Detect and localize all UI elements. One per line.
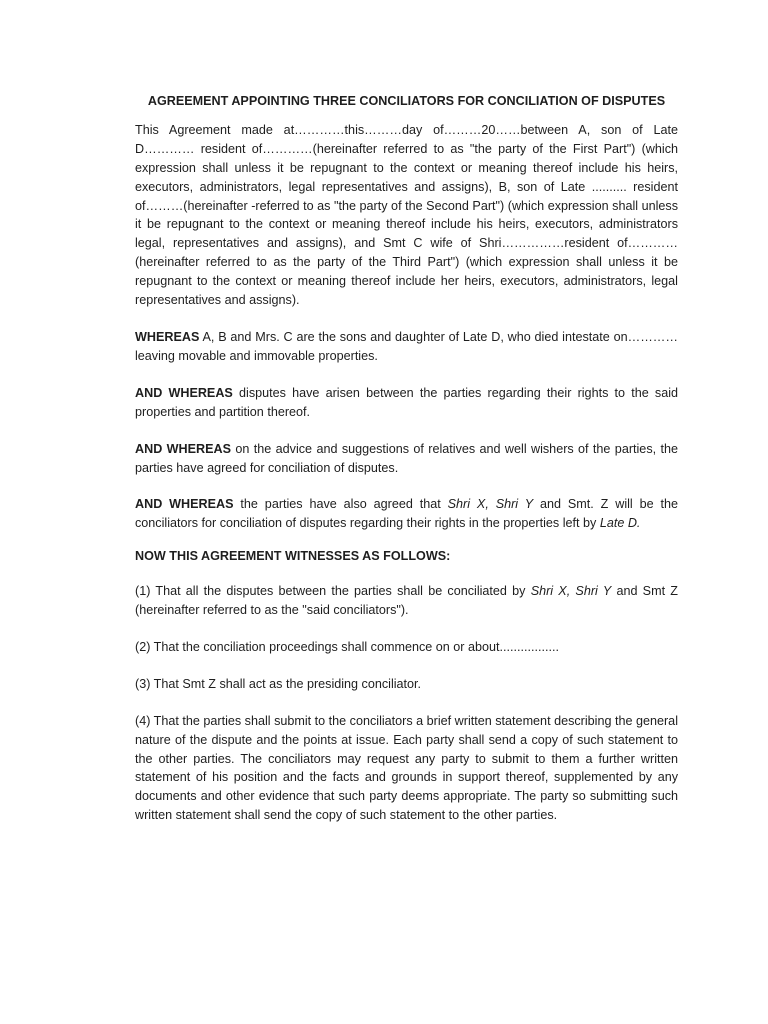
- clause-text: and Smt Z (hereinafter referred to as the "said conciliators").: [135, 584, 678, 618]
- witness-heading: NOW THIS AGREEMENT WITNESSES AS FOLLOWS:: [135, 549, 451, 564]
- whereas-text: A, B and Mrs. C are the sons and daughter of Late D, who died intestate on…………leaving movable and immovable properties.: [135, 329, 678, 363]
- whereas-lead: WHEREAS: [135, 329, 200, 344]
- document-body: [135, 92, 678, 843]
- intro-paragraph: This Agreement made at…………this………day of………20……between A, son of Late D………… resident of…………(hereinafter referred to as "the party of the First Part") (which expression shall unless it be repugnant to the context or meaning thereof include his heirs, executors, administrators, legal representatives and assigns), B, son of Late .......... resident of………(hereinafter -referred to as "the party of the Second Part") (which expression shall unless it be repugnant to the context or meaning thereof include his heirs, executors, administrators legal, representatives and assigns), and Smt C wife of Shri……………resident of…………(hereinafter referred to as the party of the Third Part") (which expression shall unless it be repugnant to the context or meaning thereof include her heirs, executors, administrators, legal representatives and assigns).: [135, 122, 678, 308]
- whereas-lead: AND WHEREAS: [135, 497, 234, 512]
- whereas-lead: AND WHEREAS: [135, 441, 232, 456]
- document-title: AGREEMENT APPOINTING THREE CONCILIATORS FOR CONCILIATION OF DISPUTES: [147, 94, 666, 108]
- whereas-text: the parties have also agreed that: [233, 497, 448, 512]
- conciliator-names: Shri X, Shri Y: [447, 497, 534, 512]
- clause-2: (2) That the conciliation proceedings shall commence on or about.................: [135, 639, 559, 654]
- conciliator-names: Shri X, Shri Y: [530, 584, 612, 599]
- clause-1: [135, 582, 678, 620]
- clause-text: (1) That all the disputes between the parties shall be conciliated by: [135, 584, 531, 599]
- whereas-paragraph-2: [135, 384, 678, 422]
- clause-4: (4) That the parties shall submit to the conciliators a brief written statement describing the general nature of the dispute and the points at issue. Each party shall send a copy of such statement to the other parties. The conciliators may request any party to submit to them a further written statement of his position and the facts and grounds in support thereof, supplemented by any documents and other evidence that such party deems appropriate. The party so submitting such written statement shall send the copy of such statement to the other parties.: [135, 713, 678, 823]
- whereas-text: disputes have arisen between the parties regarding their rights to the said properties and partition thereof.: [135, 385, 679, 419]
- late-d-name: Late D.: [599, 516, 641, 531]
- clause-3: (3) That Smt Z shall act as the presiding conciliator.: [135, 676, 422, 691]
- whereas-paragraph-3: [135, 440, 678, 478]
- whereas-paragraph-1: [135, 328, 678, 366]
- whereas-text: and Smt. Z will be the conciliators for conciliation of disputes regarding their rights in the properties left by: [135, 497, 679, 531]
- whereas-text: on the advice and suggestions of relatives and well wishers of the parties, the parties have agreed for conciliation of disputes.: [135, 441, 678, 475]
- whereas-paragraph-4: [135, 495, 678, 533]
- whereas-lead: AND WHEREAS: [135, 385, 233, 400]
